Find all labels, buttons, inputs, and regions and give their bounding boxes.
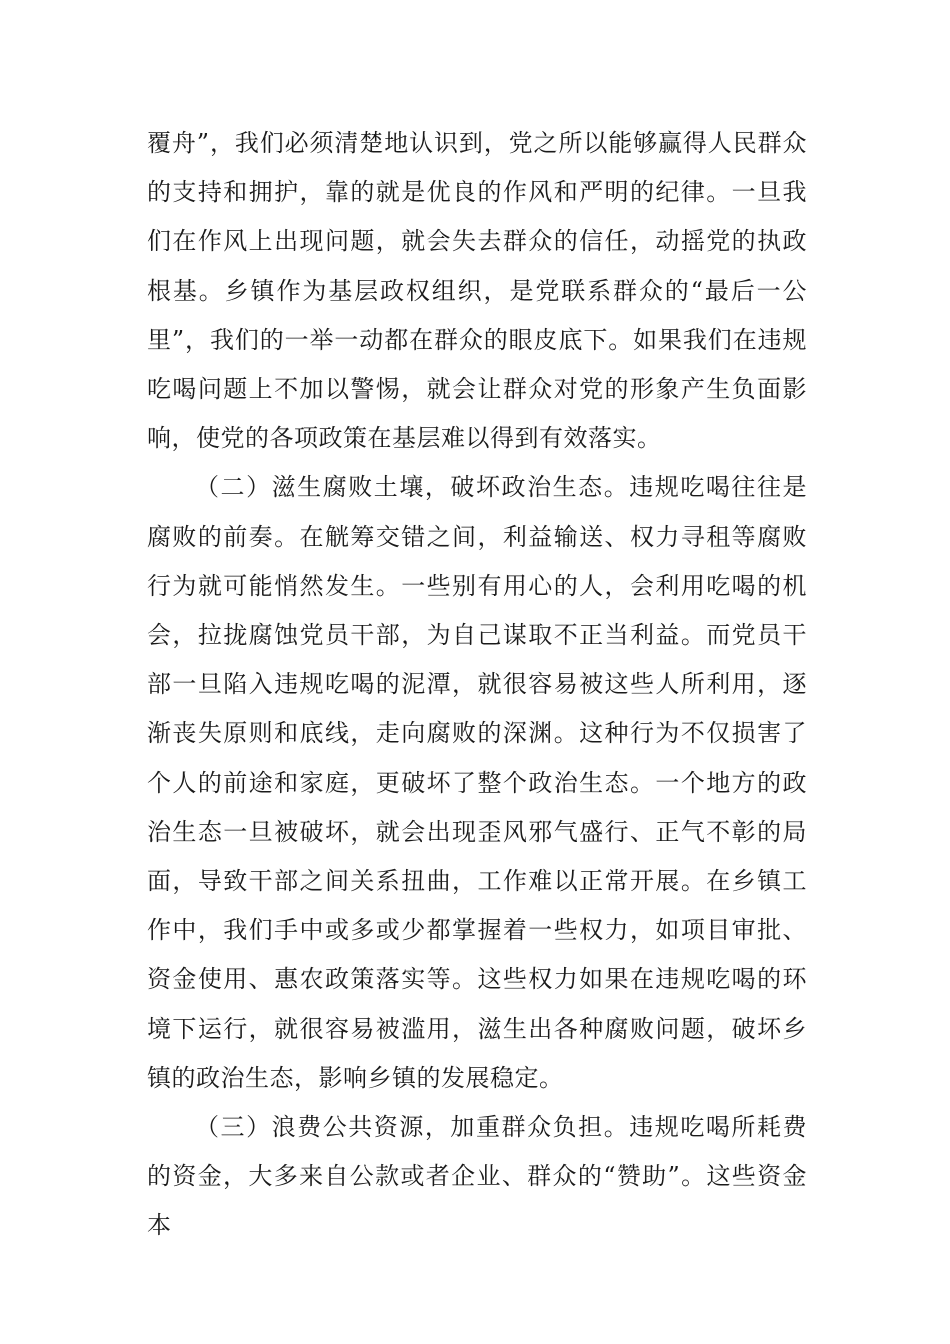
document-body (147, 119, 807, 1251)
paragraph-section-2: （二）滋生腐败土壤，破坏政治生态。违规吃喝往往是腐败的前奏。在觥筹交错之间，利益输送、权力寻租等腐败行为就可能悄然发生。一些别有用心的人，会利用吃喝的机会，拉拢腐蚀党员干部，为自己谋取不正当利益。而党员干部一旦陷入违规吃喝的泥潭，就很容易被这些人所利用，逐渐丧失原则和底线，走向腐败的深渊。这种行为不仅损害了个人的前途和家庭，更破坏了整个政治生态。一个地方的政治生态一旦被破坏，就会出现歪风邪气盛行、正气不彰的局面，导致干部之间关系扭曲，工作难以正常开展。在乡镇工作中，我们手中或多或少都掌握着一些权力，如项目审批、资金使用、惠农政策落实等。这些权力如果在违规吃喝的环境下运行，就很容易被滥用，滋生出各种腐败问题，破坏乡镇的政治生态，影响乡镇的发展稳定。 (147, 473, 807, 1092)
paragraph-continuation: 覆舟”，我们必须清楚地认识到，党之所以能够赢得人民群众的支持和拥护，靠的就是优良的作风和严明的纪律。一旦我们在作风上出现问题，就会失去群众的信任，动摇党的执政根基。乡镇作为基层政权组织，是党联系群众的“最后一公里”，我们的一举一动都在群众的眼皮底下。如果我们在违规吃喝问题上不加以警惕，就会让群众对党的形象产生负面影响，使党的各项政策在基层难以得到有效落实。 (147, 129, 807, 453)
paragraph-section-3: （三）浪费公共资源，加重群众负担。违规吃喝所耗费的资金，大多来自公款或者企业、群众的“赞助”。这些资金本 (147, 1113, 807, 1240)
